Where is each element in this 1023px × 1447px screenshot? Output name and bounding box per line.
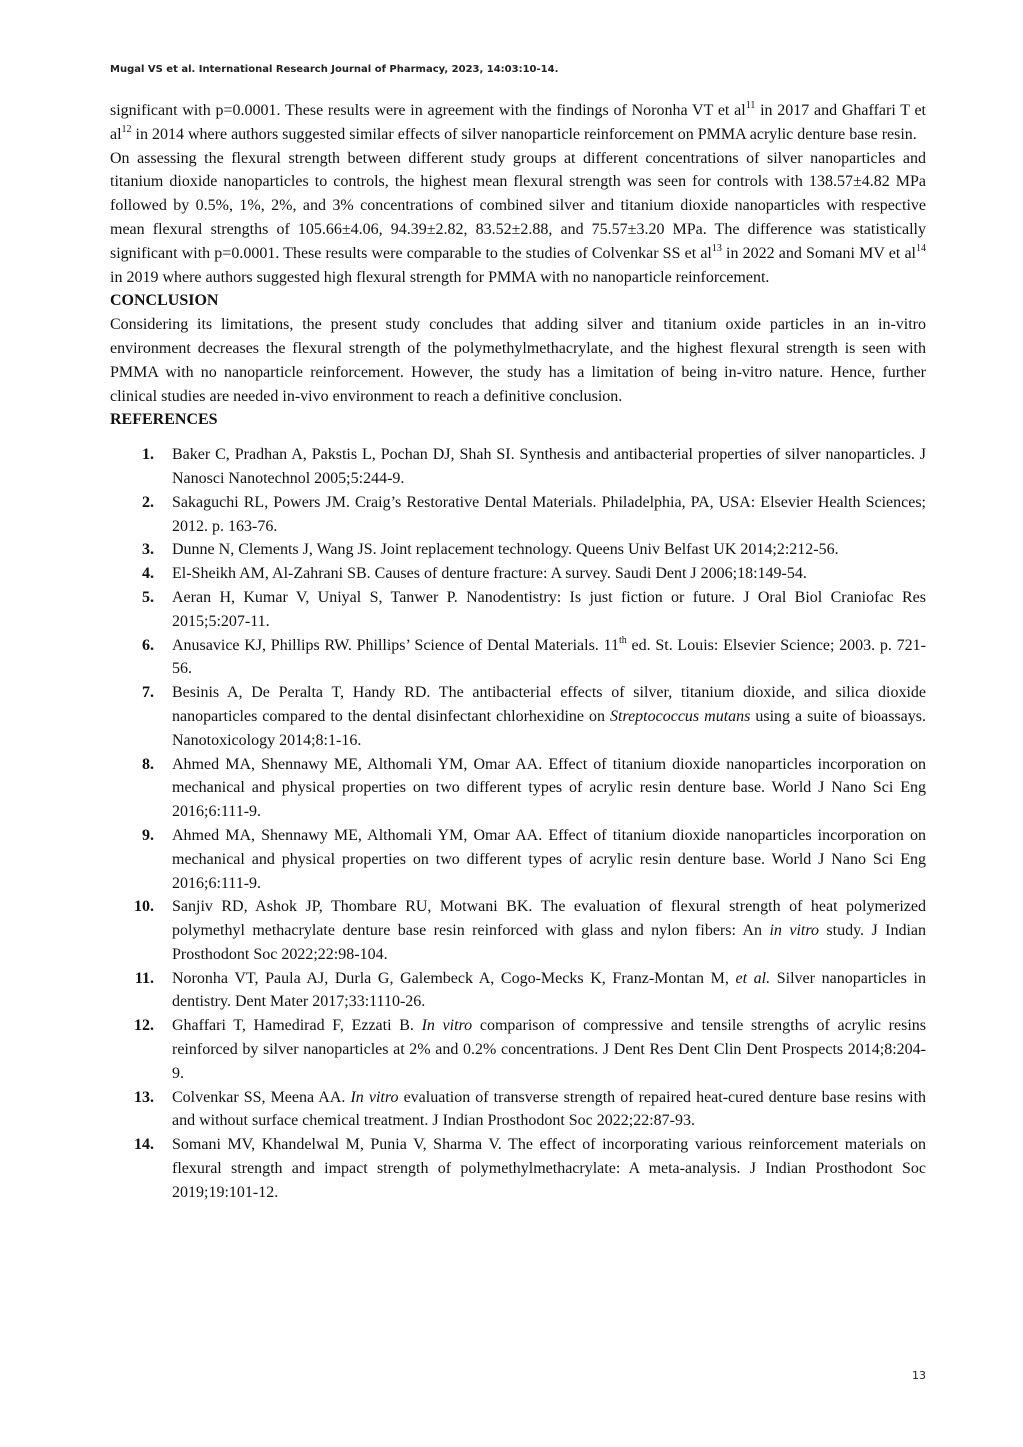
reference-text: Noronha VT, Paula AJ, Durla G, Galembeck A, Cogo-Mecks K, Franz-Montan M,: [172, 969, 736, 987]
reference-text: Ghaffari T, Hamedirad F, Ezzati B.: [172, 1017, 422, 1035]
reference-text: study. J Indian Prosthodont Soc 2022;22:98-104.: [172, 922, 927, 963]
reference-italic: in vitro: [769, 922, 819, 940]
references-heading: REFERENCES: [110, 411, 218, 429]
reference-item: [110, 1133, 926, 1204]
reference-item: [110, 562, 926, 586]
conclusion-heading: CONCLUSION: [110, 292, 219, 310]
paragraph-text: in 2014 where authors suggested similar effects of silver nanoparticle reinforcement on PMMA acrylic denture base resin.: [131, 125, 917, 143]
reference-number: 1.: [142, 446, 154, 464]
reference-number: 10.: [134, 898, 154, 916]
reference-text: Anusavice KJ, Phillips RW. Phillips’ Science of Dental Materials. 11: [172, 636, 619, 654]
reference-text: Besinis A, De Peralta T, Handy RD. The antibacterial effects of silver, titanium dioxide, and silica dioxide nanoparticles compared to the dental disinfectant chlorhexidine on: [172, 684, 926, 725]
reference-italic: et al.: [735, 969, 771, 987]
reference-item: [110, 491, 926, 539]
reference-text: ed. St. Louis: Elsevier Science; 2003. p. 721-56.: [172, 636, 927, 678]
reference-italic: Streptococcus mutans: [610, 707, 751, 725]
reference-item: [110, 1086, 926, 1134]
discussion-paragraph-2: [110, 147, 926, 290]
reference-item: [110, 1014, 926, 1085]
reference-number: 14.: [134, 1136, 154, 1154]
reference-number: 11.: [134, 969, 154, 987]
reference-text: Colvenkar SS, Meena AA.: [172, 1088, 351, 1106]
reference-item: [110, 681, 926, 752]
reference-number: 2.: [142, 493, 154, 511]
reference-item: [110, 443, 926, 491]
reference-text: Baker C, Pradhan A, Pakstis L, Pochan DJ, Shah SI. Synthesis and antibacterial properties of silver nanoparticles. J Nanosci Nanotechnol 2005;5:244-9.: [172, 446, 926, 487]
reference-text: Somani MV, Khandelwal M, Punia V, Sharma V. The effect of incorporating various reinforcement materials on flexural strength and impact strength of polymethylmethacrylate: A meta-analysis. J Indian Prosthodont Soc 2019;19:101-12.: [172, 1136, 926, 1201]
paragraph-text: in 2022 and Somani MV et al: [721, 244, 916, 262]
reference-italic: In vitro: [350, 1088, 399, 1106]
paragraph-text: in 2019 where authors suggested high flexural strength for PMMA with no nanoparticle reinforcement.: [110, 268, 770, 286]
reference-number: 9.: [142, 826, 154, 844]
reference-number: 12.: [134, 1017, 154, 1035]
ordinal-superscript: th: [618, 634, 627, 646]
reference-item: [110, 895, 926, 966]
reference-item: [110, 967, 926, 1015]
paragraph-text: On assessing the flexural strength between different study groups at different concentrations of silver nanoparticles and titanium dioxide nanoparticles to controls, the highest mean flexural strength was seen for controls with 138.57±4.82 MPa followed by 0.5%, 1%, 2%, and 3% concentrations of combined silver and titanium dioxide nanoparticles with respective mean flexural strengths of 105.66±4.06, 94.39±2.82, 83.52±2.88, and 75.57±3.20 MPa. The difference was statistically significant with p=0.0001. These results were comparable to the studies of Colvenkar SS et al: [110, 149, 926, 262]
paragraph-text: in 2017 and Ghaffari T et al: [110, 102, 927, 143]
citation-superscript: 11: [745, 100, 756, 111]
reference-list: [110, 443, 926, 1205]
conclusion-paragraph: Considering its limitations, the present study concludes that adding silver and titanium oxide particles in an in-vitro environment decreases the flexural strength of the polymethylmethacrylate, and the highest flexural strength is seen with PMMA with no nanoparticle reinforcement. However, the study has a limitation of being in-vitro nature. Hence, further clinical studies are needed in-vivo environment to reach a definitive conclusion.: [110, 316, 926, 405]
reference-text: El-Sheikh AM, Al-Zahrani SB. Causes of denture fracture: A survey. Saudi Dent J 2006;18:149-54.: [172, 565, 807, 583]
citation-superscript: 14: [916, 242, 926, 254]
reference-item: [110, 634, 926, 682]
reference-italic: In vitro: [421, 1017, 473, 1035]
reference-number: 13.: [134, 1088, 154, 1106]
reference-text: comparison of compressive and tensile strengths of acrylic resins reinforced by silver nanoparticles at 2% and 0.2% concentrations. J Dent Res Dent Clin Dent Prospects 2014;8:204-9.: [172, 1017, 926, 1082]
reference-text: Aeran H, Kumar V, Uniyal S, Tanwer P. Nanodentistry: Is just fiction or future. J Oral Biol Craniofac Res 2015;5:207-11.: [172, 588, 926, 630]
reference-text: using a suite of bioassays. Nanotoxicology 2014;8:1-16.: [172, 707, 926, 749]
reference-text: evaluation of transverse strength of repaired heat-cured denture base resins with and without surface chemical treatment. J Indian Prosthodont Soc 2022;22:87-93.: [172, 1088, 927, 1130]
reference-number: 5.: [142, 588, 154, 606]
reference-item: [110, 586, 926, 634]
reference-item: [110, 538, 926, 562]
running-head: Mugal VS et al. International Research Journal of Pharmacy, 2023, 14:03:10-14.: [110, 64, 559, 75]
citation-superscript: 12: [121, 123, 132, 135]
reference-text: Ahmed MA, Shennawy ME, Althomali YM, Omar AA. Effect of titanium dioxide nanoparticles incorporation on mechanical and physical properties on two different types of acrylic resin denture base. World J Nano Sci Eng 2016;6:111-9.: [172, 755, 926, 821]
reference-item: [110, 753, 926, 824]
reference-number: 6.: [142, 636, 154, 654]
reference-number: 3.: [142, 541, 154, 559]
article-body: [110, 99, 926, 1205]
reference-text: Dunne N, Clements J, Wang JS. Joint replacement technology. Queens Univ Belfast UK 2014;2:212-56.: [172, 541, 839, 559]
reference-item: [110, 824, 926, 895]
citation-superscript: 13: [711, 242, 722, 254]
page-number: 13: [912, 1369, 926, 1382]
reference-number: 8.: [142, 755, 154, 773]
reference-text: Sanjiv RD, Ashok JP, Thombare RU, Motwani BK. The evaluation of flexural strength of heat polymerized polymethyl methacrylate denture base resin reinforced with glass and nylon fibers: An: [172, 898, 926, 940]
reference-number: 4.: [142, 565, 154, 583]
reference-text: Silver nanoparticles in dentistry. Dent Mater 2017;33:1110-26.: [172, 969, 926, 1011]
discussion-paragraph-1: [110, 99, 926, 147]
paragraph-text: significant with p=0.0001. These results were in agreement with the findings of Noronha VT et al: [110, 102, 746, 119]
reference-text: Ahmed MA, Shennawy ME, Althomali YM, Omar AA. Effect of titanium dioxide nanoparticles incorporation on mechanical and physical properties on two different types of acrylic resin denture base. World J Nano Sci Eng 2016;6:111-9.: [172, 826, 926, 892]
reference-text: Sakaguchi RL, Powers JM. Craig’s Restorative Dental Materials. Philadelphia, PA, USA: Elsevier Health Sciences; 2012. p. 163-76.: [172, 493, 926, 535]
reference-number: 7.: [142, 684, 154, 702]
